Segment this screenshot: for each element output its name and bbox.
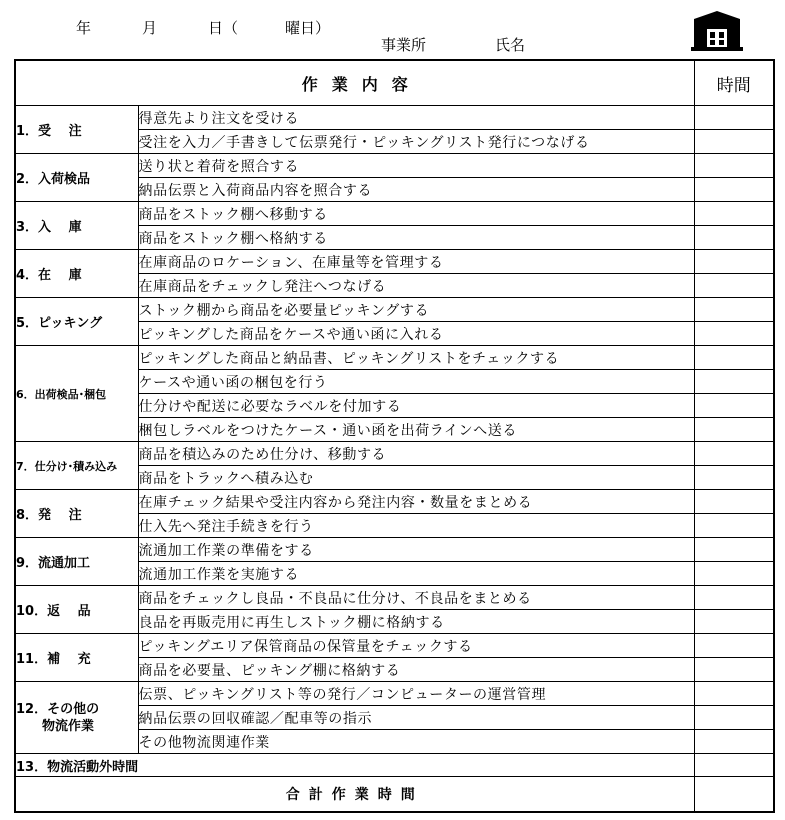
table-row (15, 442, 774, 466)
total-row (15, 777, 774, 813)
table-row (15, 298, 774, 322)
table-row (15, 154, 774, 178)
task-description: 商品をストック棚へ移動する (138, 202, 694, 226)
time-entry-cell[interactable] (694, 322, 774, 346)
table-row (15, 346, 774, 370)
task-description: 商品を積込みのため仕分け、移動する (138, 442, 694, 466)
task-description: 商品をストック棚へ格納する (138, 226, 694, 250)
task-description: ピッキングエリア保管商品の保管量をチェックする (138, 634, 694, 658)
task-description: その他物流関連作業 (138, 730, 694, 754)
category-label (15, 682, 138, 754)
time-entry-cell[interactable] (694, 586, 774, 610)
task-description: 送り状と着荷を照合する (138, 154, 694, 178)
task-description: 商品をトラックへ積み込む (138, 466, 694, 490)
time-entry-cell[interactable] (694, 466, 774, 490)
task-description: 納品伝票と入荷商品内容を照合する (138, 178, 694, 202)
time-entry-cell[interactable] (694, 298, 774, 322)
time-entry-cell[interactable] (694, 274, 774, 298)
category-label: 5．ピッキング (15, 298, 138, 346)
task-description: 受注を入力／手書きして伝票発行・ピッキングリスト発行につなげる (138, 130, 694, 154)
work-time-table (14, 59, 775, 813)
time-entry-cell[interactable] (694, 202, 774, 226)
time-entry-cell[interactable] (694, 490, 774, 514)
warehouse-icon (690, 10, 744, 52)
category-label: 10．返 品 (15, 586, 138, 634)
task-description: 在庫チェック結果や受注内容から発注内容・数量をまとめる (138, 490, 694, 514)
task-description: 商品を必要量、ピッキング棚に格納する (138, 658, 694, 682)
category-label: 2．入荷検品 (15, 154, 138, 202)
task-description: 仕分けや配送に必要なラベルを付加する (138, 394, 694, 418)
time-entry-cell[interactable] (694, 634, 774, 658)
total-time-cell[interactable] (694, 777, 774, 813)
category-label: 6．出荷検品･梱包 (15, 346, 138, 442)
task-description: ピッキングした商品をケースや通い函に入れる (138, 322, 694, 346)
table-row (15, 538, 774, 562)
time-header: 時間 (694, 60, 774, 106)
day-label: 日（ (208, 19, 239, 37)
time-entry-cell[interactable] (694, 418, 774, 442)
time-entry-cell[interactable] (694, 754, 774, 777)
table-row (15, 202, 774, 226)
time-entry-cell[interactable] (694, 682, 774, 706)
task-description: 伝票、ピッキングリスト等の発行／コンピューターの運営管理 (138, 682, 694, 706)
task-description: 仕入先へ発注手続きを行う (138, 514, 694, 538)
time-entry-cell[interactable] (694, 178, 774, 202)
table-row (15, 250, 774, 274)
time-entry-cell[interactable] (694, 250, 774, 274)
time-entry-cell[interactable] (694, 562, 774, 586)
task-description: ケースや通い函の梱包を行う (138, 370, 694, 394)
table-row (15, 634, 774, 658)
time-entry-cell[interactable] (694, 106, 774, 130)
task-description: ストック棚から商品を必要量ピッキングする (138, 298, 694, 322)
category-label: 3．入 庫 (15, 202, 138, 250)
category-label: 8．発 注 (15, 490, 138, 538)
table-row (15, 682, 774, 706)
time-entry-cell[interactable] (694, 538, 774, 562)
year-label: 年 (76, 19, 92, 37)
month-label: 月 (142, 19, 158, 37)
time-entry-cell[interactable] (694, 394, 774, 418)
time-entry-cell[interactable] (694, 610, 774, 634)
time-entry-cell[interactable] (694, 730, 774, 754)
name-label: 氏名 (495, 36, 526, 54)
time-entry-cell[interactable] (694, 130, 774, 154)
time-entry-cell[interactable] (694, 226, 774, 250)
task-description: 在庫商品をチェックし発注へつなげる (138, 274, 694, 298)
category-label: 1．受 注 (15, 106, 138, 154)
time-entry-cell[interactable] (694, 154, 774, 178)
table-row (15, 586, 774, 610)
task-description: 得意先より注文を受ける (138, 106, 694, 130)
time-entry-cell[interactable] (694, 370, 774, 394)
office-label: 事業所 (381, 36, 427, 54)
time-entry-cell[interactable] (694, 514, 774, 538)
category-label-line2: 物流作業 (42, 718, 95, 734)
table-row (15, 106, 774, 130)
time-entry-cell[interactable] (694, 658, 774, 682)
non-logistics-time-label: 13．物流活動外時間 (15, 754, 694, 777)
category-label: 9．流通加工 (15, 538, 138, 586)
task-description: ピッキングした商品と納品書、ピッキングリストをチェックする (138, 346, 694, 370)
task-description: 流通加工作業の準備をする (138, 538, 694, 562)
task-description: 在庫商品のロケーション、在庫量等を管理する (138, 250, 694, 274)
category-label: 11．補 充 (15, 634, 138, 682)
time-entry-cell[interactable] (694, 706, 774, 730)
time-entry-cell[interactable] (694, 346, 774, 370)
total-work-time-label: 合計作業時間 (15, 777, 694, 813)
task-description: 納品伝票の回収確認／配車等の指示 (138, 706, 694, 730)
table-row (15, 490, 774, 514)
task-description: 流通加工作業を実施する (138, 562, 694, 586)
non-logistics-time-row (15, 754, 774, 777)
category-label: 4．在 庫 (15, 250, 138, 298)
task-description: 商品をチェックし良品・不良品に仕分け、不良品をまとめる (138, 586, 694, 610)
task-description: 良品を再販売用に再生しストック棚に格納する (138, 610, 694, 634)
task-description: 梱包しラベルをつけたケース・通い函を出荷ラインへ送る (138, 418, 694, 442)
category-label: 7．仕分け･積み込み (15, 442, 138, 490)
category-label-line1: 12．その他の (16, 701, 100, 717)
time-entry-cell[interactable] (694, 442, 774, 466)
weekday-label: 曜日） (285, 19, 331, 37)
work-content-header: 作業内容 (15, 60, 694, 106)
table-header-row (15, 60, 774, 106)
